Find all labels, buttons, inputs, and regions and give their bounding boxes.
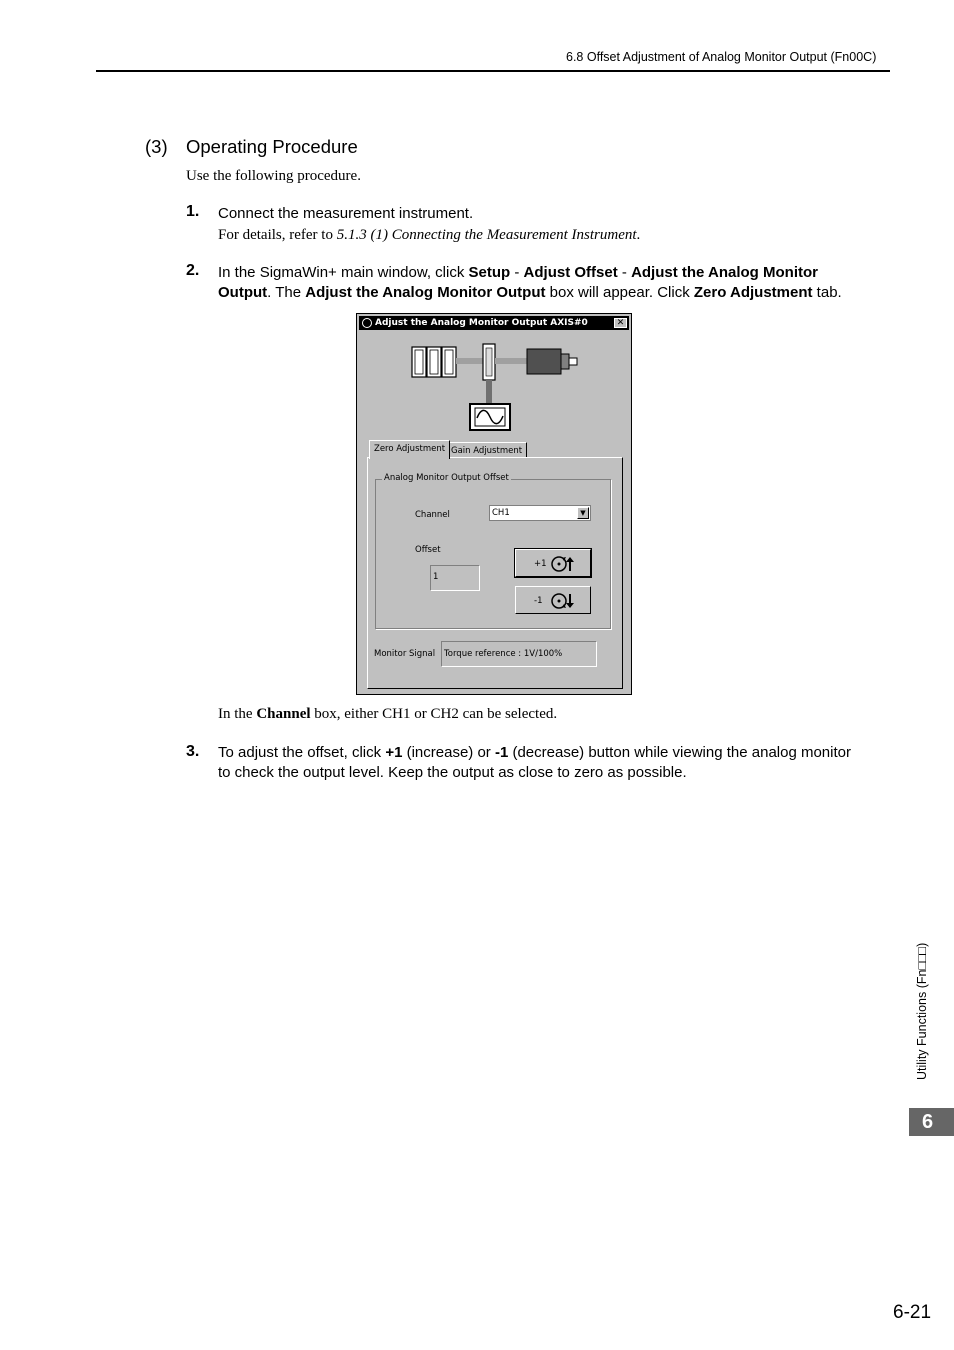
zero-adjustment-panel: [367, 457, 623, 689]
step-2-text-part: tab.: [812, 284, 842, 301]
dialog-title: Adjust the Analog Monitor Output AXIS#0: [375, 318, 588, 328]
servo-motor: [527, 349, 561, 374]
section-title: Operating Procedure: [186, 136, 358, 157]
step-3-minus-one: -1: [494, 744, 509, 761]
groupbox-label: Analog Monitor Output Offset: [384, 473, 509, 483]
step-2-number: 2.: [186, 262, 200, 279]
dialog-caption: [218, 706, 557, 723]
dialog-title-bar: [359, 316, 629, 330]
intro-text: Use the following procedure.: [186, 168, 361, 184]
step-3-text-part: (increase) or: [402, 744, 495, 761]
caption-text-part: box, either CH1 or CH2 can be selected.: [310, 706, 558, 722]
step-2-menu-adjust-offset: Adjust Offset: [523, 264, 618, 281]
amplifier-module-2: [427, 347, 441, 377]
chapter-side-title: Utility Functions (Fn□□□): [915, 942, 929, 1080]
motor-flange: [561, 354, 569, 369]
step-2-text-part: . The: [267, 284, 306, 301]
step-2-menu-output: Output: [218, 284, 268, 301]
running-head: 6.8 Offset Adjustment of Analog Monitor Output (Fn00C): [566, 50, 877, 64]
decrease-button-label: -1: [534, 596, 543, 606]
amplifier-module-1: [412, 347, 426, 377]
servo-system-diagram: [357, 334, 631, 434]
step-2-line-1: [218, 263, 842, 283]
step-3-text-part: (decrease) button while viewing the analog monitor: [508, 744, 851, 761]
step-1-number: 1.: [186, 203, 200, 220]
step-1-note-prefix: For details, refer to: [218, 227, 337, 243]
close-icon[interactable]: ✕: [614, 318, 627, 328]
cable-right: [495, 358, 527, 364]
step-2-box-name: Adjust the Analog Monitor Output: [305, 284, 546, 301]
offset-label: Offset: [415, 545, 441, 555]
page-number: 6-21: [893, 1302, 932, 1323]
section-number: (3): [145, 136, 168, 157]
tab-gain-adjustment[interactable]: Gain Adjustment: [446, 442, 527, 458]
step-3-plus-one: +1: [385, 744, 403, 761]
increase-button-label: +1: [534, 559, 547, 569]
monitor-signal-value: Torque reference : 1V/100%: [444, 649, 563, 659]
step-1-reference-link[interactable]: 5.1.3 (1) Connecting the Measurement Instrument: [336, 227, 637, 243]
step-2-line-2: [218, 283, 842, 303]
chevron-down-icon[interactable]: ▼: [577, 507, 589, 519]
step-1-text: Connect the measurement instrument.: [218, 205, 474, 222]
motor-shaft: [569, 358, 577, 365]
step-2-text-part: -: [510, 264, 524, 281]
step-3-number: 3.: [186, 743, 200, 760]
step-1-note: [218, 227, 640, 244]
section-heading: [145, 136, 358, 158]
step-3-text: [218, 743, 851, 783]
step-3-line-1: [218, 743, 851, 763]
step-1-note-suffix: .: [636, 227, 641, 243]
cable-down: [486, 380, 492, 404]
header-rule: [96, 70, 890, 72]
step-2-menu-setup: Setup: [468, 264, 511, 281]
step-2-text-part: -: [617, 264, 632, 281]
chapter-number-tab: 6: [909, 1108, 954, 1136]
step-2-menu-adjust-analog: Adjust the Analog Monitor: [631, 264, 818, 281]
servopack-face: [486, 348, 492, 376]
channel-selected-value: CH1: [492, 508, 510, 518]
offset-value: 1: [433, 572, 439, 582]
monitor-signal-label: Monitor Signal: [374, 649, 436, 659]
caption-channel-word: Channel: [256, 706, 311, 722]
amplifier-module-3: [442, 347, 456, 377]
app-icon: [362, 318, 372, 328]
step-2-text-part: In the SigmaWin+ main window, click: [218, 264, 469, 281]
step-2-tab-name: Zero Adjustment: [693, 284, 813, 301]
caption-text-part: In the: [218, 706, 257, 722]
step-2-text-part: box will appear. Click: [545, 284, 694, 301]
step-3-text-part: To adjust the offset, click: [218, 744, 386, 761]
cable-left: [456, 358, 483, 364]
analog-monitor-dialog: [356, 313, 632, 695]
step-3-line-2: to check the output level. Keep the output as close to zero as possible.: [218, 764, 687, 781]
channel-label: Channel: [415, 510, 450, 520]
step-2-text: [218, 263, 842, 303]
tab-zero-adjustment[interactable]: Zero Adjustment: [369, 440, 450, 459]
